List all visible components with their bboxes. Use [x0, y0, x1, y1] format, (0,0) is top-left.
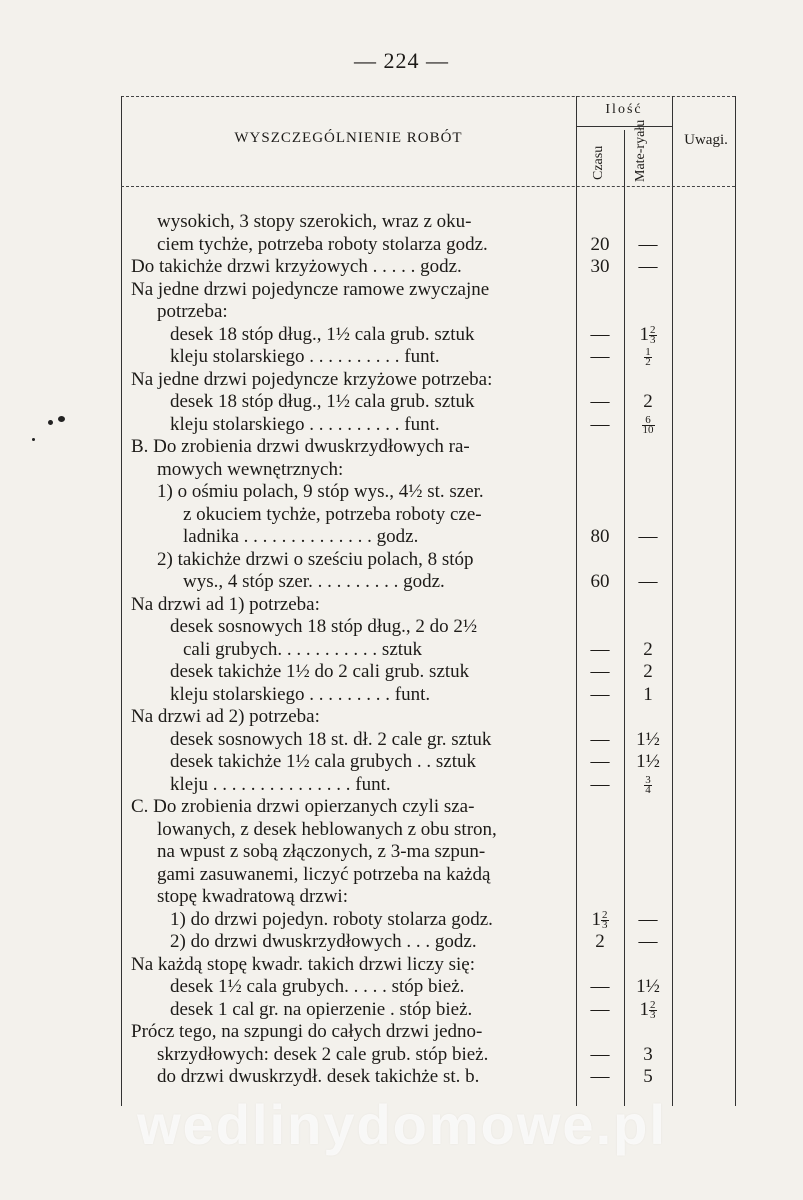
row-description: Na drzwi ad 1) potrzeba: [131, 593, 320, 615]
table-row [121, 616, 735, 639]
table-row [121, 999, 735, 1022]
row-material: 2 [643, 638, 653, 660]
table-row [121, 976, 735, 999]
table-row [121, 504, 735, 527]
row-description: Na jedne drzwi pojedyncze ramowe zwyczajne [131, 278, 490, 300]
row-description: skrzydłowych: desek 2 cale grub. stóp bież. [157, 1043, 489, 1065]
row-description: 2) do drzwi dwuskrzydłowych . . . godz. [170, 931, 477, 952]
table-row [121, 211, 735, 234]
table-row [121, 571, 735, 594]
row-time: — [590, 773, 610, 795]
row-description: cali grubych. . . . . . . . . . . sztuk [183, 638, 423, 660]
row-time: 2 [595, 931, 605, 952]
row-material: 2 [643, 661, 653, 682]
table-row [121, 369, 735, 392]
table-row [121, 684, 735, 707]
row-time: — [590, 751, 610, 772]
row-material: 1½ [636, 976, 660, 997]
row-time: 60 [590, 571, 610, 592]
row-description: Na każdą stopę kwadr. takich drzwi liczy się: [131, 953, 475, 975]
row-time: — [590, 976, 610, 997]
row-material: 1 $\frac{2}{3}$ [639, 323, 656, 346]
row-material: 1 [643, 683, 653, 705]
row-description: 1) do drzwi pojedyn. roboty stolarza godz. [170, 908, 493, 930]
row-description: kleju stolarskiego . . . . . . . . . funt. [170, 683, 431, 705]
row-material: — [638, 931, 658, 952]
row-time: 1 $\frac{2}{3}$ [591, 908, 608, 931]
row-description: B. Do zrobienia drzwi dwuskrzydłowych ra- [131, 436, 470, 457]
ink-speck [32, 438, 35, 441]
row-material: 5 [643, 1066, 653, 1087]
row-description: desek sosnowych 18 stóp dług., 2 do 2½ [170, 616, 478, 637]
row-description: Do takichże drzwi krzyżowych . . . . . godz. [131, 256, 462, 277]
table-row [121, 279, 735, 302]
header-time: Czasu [591, 145, 606, 180]
row-description: potrzeba: [157, 301, 228, 322]
row-time: — [590, 683, 610, 705]
row-description: desek 1½ cala grubych. . . . . stóp bież. [170, 976, 465, 997]
table-row [121, 706, 735, 729]
table-row [121, 594, 735, 617]
table-row [121, 256, 735, 279]
row-description: do drzwi dwuskrzydł. desek takichże st. b. [157, 1066, 480, 1087]
row-description: mowych wewnętrznych: [157, 458, 344, 480]
ink-speck [48, 420, 53, 425]
table-row [121, 391, 735, 414]
fraction: $\frac{2}{3}$ [650, 323, 656, 346]
row-description: 1) o ośmiu polach, 9 stóp wys., 4½ st. szer. [157, 481, 484, 502]
ink-speck [58, 416, 65, 422]
table-row [121, 796, 735, 819]
row-time: — [590, 323, 610, 345]
page-number: — 224 — [354, 48, 449, 73]
table-row [121, 909, 735, 932]
row-time: — [590, 1043, 610, 1065]
row-material: — [638, 908, 658, 930]
table-row [121, 864, 735, 887]
table-row [121, 886, 735, 909]
row-description: desek 1 cal gr. na opierzenie . stóp bież. [170, 998, 473, 1020]
row-description: wys., 4 stóp szer. . . . . . . . . . godz. [183, 571, 445, 592]
header-material: Mate-ryału [633, 119, 648, 182]
table-row [121, 729, 735, 752]
table-row [121, 301, 735, 324]
row-description: desek 18 stóp dług., 1½ cala grub. sztuk [170, 391, 475, 412]
works-table [121, 96, 735, 1106]
table-row [121, 549, 735, 572]
row-time: 30 [590, 256, 610, 277]
row-time: — [590, 1066, 610, 1087]
row-description: kleju . . . . . . . . . . . . . . . funt. [170, 773, 391, 795]
row-material: — [638, 526, 658, 547]
table-row [121, 481, 735, 504]
row-description: kleju stolarskiego . . . . . . . . . . funt. [170, 346, 440, 367]
row-time: — [590, 638, 610, 660]
row-time: — [590, 728, 610, 750]
row-description: gami zasuwanemi, liczyć potrzeba na każdą [157, 863, 491, 885]
row-time: — [590, 391, 610, 412]
row-time: — [590, 661, 610, 682]
row-description: z okuciem tychże, potrzeba roboty cze- [183, 503, 482, 525]
row-material [626, 774, 670, 797]
row-description: desek takichże 1½ cala grubych . . sztuk [170, 751, 476, 772]
header-description: WYSZCZEGÓLNIENIE ROBÓT [234, 130, 463, 146]
row-description: stopę kwadratową drzwi: [157, 886, 348, 907]
row-description: na wpust z sobą złączonych, z 3-ma szpun- [157, 841, 486, 862]
table-row [121, 661, 735, 684]
fraction: $\frac{3}{4}$ [645, 773, 651, 796]
row-description: lowanych, z desek heblowanych z obu stron, [157, 818, 497, 840]
row-time: 20 [590, 233, 610, 255]
row-material: 2 [643, 391, 653, 412]
table-row [121, 819, 735, 842]
fraction: $\frac{2}{3}$ [650, 998, 656, 1021]
row-description: wysokich, 3 stopy szerokich, wraz z oku- [157, 211, 472, 232]
table-row [121, 346, 735, 369]
row-description: kleju stolarskiego . . . . . . . . . . funt. [170, 413, 440, 435]
table-top-border [121, 96, 735, 97]
row-description: 2) takichże drzwi o sześciu polach, 8 stóp [157, 548, 474, 570]
table-row [121, 639, 735, 662]
row-description: desek sosnowych 18 st. dł. 2 cale gr. sztuk [170, 728, 492, 750]
row-description: desek 18 stóp dług., 1½ cala grub. sztuk [170, 323, 475, 345]
table-right-border [735, 96, 736, 1106]
table-row [121, 1044, 735, 1067]
row-time: — [590, 346, 610, 367]
header-quantity: Ilość [605, 102, 643, 117]
table-row [121, 436, 735, 459]
ilosc-underline [576, 126, 672, 127]
header-bottom-border [121, 186, 735, 187]
header-remarks: Uwagi. [684, 132, 728, 148]
fraction: $\frac{1}{2}$ [645, 346, 651, 369]
table-row [121, 931, 735, 954]
row-description: ciem tychże, potrzeba roboty stolarza godz. [157, 233, 488, 255]
row-material: 1 $\frac{2}{3}$ [639, 998, 656, 1021]
table-row [121, 1021, 735, 1044]
row-description: Prócz tego, na szpungi do całych drzwi jedno- [131, 1021, 483, 1042]
fraction: $\frac{2}{3}$ [602, 908, 608, 931]
table-row [121, 841, 735, 864]
row-material: — [638, 233, 658, 255]
row-material [626, 346, 670, 369]
fraction: $\frac{6}{10}$ [642, 413, 654, 436]
row-time: — [590, 413, 610, 435]
row-description: ladnika . . . . . . . . . . . . . . godz. [183, 526, 419, 547]
row-time: 80 [590, 526, 610, 547]
row-material: — [638, 571, 658, 592]
table-row [121, 954, 735, 977]
row-material [626, 414, 670, 437]
row-material: 1½ [636, 751, 660, 772]
row-material: 3 [643, 1043, 653, 1065]
row-material: 1½ [636, 728, 660, 750]
table-body [121, 211, 735, 1089]
table-row [121, 414, 735, 437]
table-row [121, 459, 735, 482]
watermark: wedlinydomowe.pl [137, 1093, 667, 1156]
table-row [121, 1066, 735, 1089]
row-description: Na jedne drzwi pojedyncze krzyżowe potrzeba: [131, 368, 493, 390]
table-row [121, 234, 735, 257]
row-description: Na drzwi ad 2) potrzeba: [131, 706, 320, 727]
row-description: desek takichże 1½ do 2 cali grub. sztuk [170, 661, 470, 682]
table-row [121, 751, 735, 774]
table-row [121, 324, 735, 347]
row-description: C. Do zrobienia drzwi opierzanych czyli sza- [131, 796, 475, 817]
table-row [121, 774, 735, 797]
row-time: — [590, 998, 610, 1020]
table-row [121, 526, 735, 549]
row-material: — [638, 256, 658, 277]
